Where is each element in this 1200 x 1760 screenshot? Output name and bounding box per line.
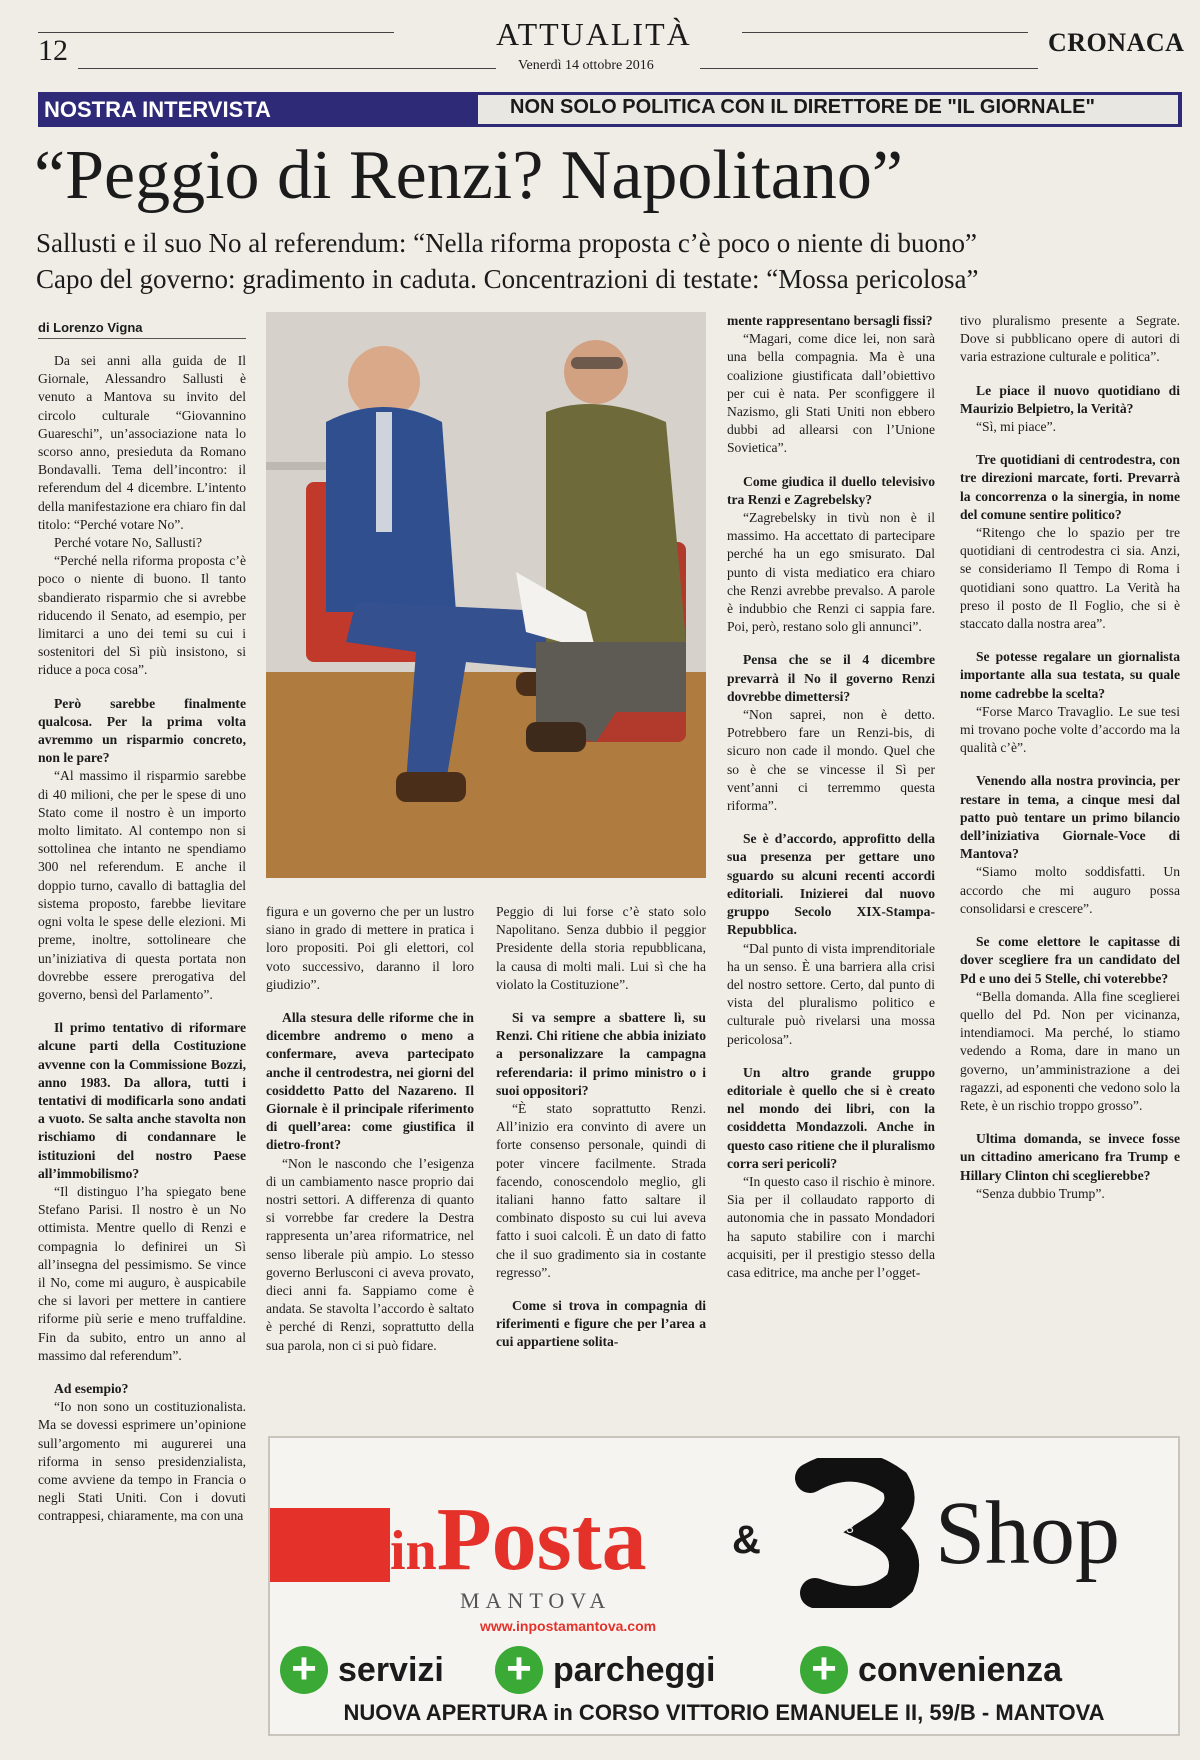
interview-question: Alla stesura delle riforme che in dicembre andremo o meno a confermare, aveva partecipato anche il centrodestra, nei giorni del cosiddetto Patto del Nazareno. Il Giornale è il principale riferimento di quell’area: come giustifica il dietro-front? (266, 1010, 474, 1153)
subheadline-2: Capo del governo: gradimento in caduta. Concentrazioni di testate: “Mossa pericolosa” (36, 264, 979, 294)
interview-photo (266, 312, 706, 878)
article-column-1 (38, 352, 246, 1526)
header-rule-right-bottom (700, 68, 1038, 69)
article-paragraph: “Zagrebelsky in tivù non è il massimo. Ha accettato di partecipare perché ha un ego smisurato. Dal punto di vista mediatico era chiaro che Renzi avrebbe prevalso. A parole è indubbio che Renzi ci sappia fare. Poi, però, restano solo gli annunci”. (727, 510, 935, 635)
interview-photo-illustration (266, 312, 706, 878)
article-paragraph: Da sei anni alla guida de Il Giornale, Alessandro Sallusti è venuto a Mantova su invito del circolo culturale “Giovannino Guareschi”, un’associazione nata lo scorso anno, presieduta da Romano Bondavalli. Tema dell’incontro: il referendum del 4 dicembre. L’intento della manifestazione era chiaro fin dal titolo: “Perché votare No”. (38, 353, 246, 532)
interview-question: Ad esempio? (54, 1380, 129, 1396)
article-paragraph: “Dal punto di vista imprenditoriale ha un senso. È una barriera alla crisi del nostro settore. Certo, dal punto di vista del pluralismo politico e culturale può rivelarsi una mossa pericolosa”. (727, 940, 935, 1047)
kicker-right: NON SOLO POLITICA CON IL DIRETTORE DE "IL GIORNALE" (510, 96, 1095, 118)
interview-question: Venendo alla nostra provincia, per restare in tema, a cinque mesi dal patto può tentare un primo bilancio dell’iniziativa Giornale-Voce di Mantova? (960, 773, 1180, 862)
ad-red-bar (270, 1508, 390, 1582)
article-column-3 (496, 903, 706, 1352)
interview-question: Le piace il nuovo quotidiano di Maurizio Belpietro, la Verità? (960, 382, 1180, 416)
interview-question: Pensa che se il 4 dicembre prevarrà il No il governo Renzi dovrebbe dimettersi? (727, 652, 935, 704)
article-paragraph: Peggio di lui forse c’è stato solo Napolitano. Senza dubbio il peggior Presidente della storia repubblicana, la causa di molti mali. Lui sì che ha violato la Costituzione”. (496, 904, 706, 992)
article-paragraph: “Al massimo il risparmio sarebbe di 40 milioni, che per le spese di uno Stato come il nostro è un importo molto limitato. Al contempo non si sottolinea che intanto ne spendiamo 300 nel referendum. E anche il doppio turno, cavallo di battaglia del sistema proposto, farebbe lievitare ogni volta le spese delle elezioni. Mi preme, inoltre, sottolineare che un’iniziativa di questa portata non dovrebbe essere prerogativa del governo, bensì del Parlamento”. (38, 768, 246, 1002)
interview-question: Se potesse regalare un giornalista importante alla sua testata, su quale nome cadrebbe la scelta? (960, 649, 1180, 701)
interview-question: Si va sempre a sbattere lì, su Renzi. Chi ritiene che abbia iniziato a personalizzare la campagna referendaria: il primo ministro o i suoi oppositori? (496, 1010, 706, 1098)
ad-url: www.inpostamantova.com (480, 1618, 657, 1634)
plus-icon: + (495, 1646, 543, 1694)
ad-brand-posta: Posta (436, 1490, 647, 1589)
headline: “Peggio di Renzi? Napolitano” (34, 137, 903, 214)
subheadline-1: Sallusti e il suo No al referendum: “Nella riforma proposta c’è poco o niente di buono” (36, 228, 977, 258)
article-paragraph: “Senza dubbio Trump”. (976, 1185, 1105, 1201)
interview-question: Come giudica il duello televisivo tra Renzi e Zagrebelsky? (727, 473, 935, 507)
interview-question: mente rappresentano bersagli fissi? (727, 313, 933, 328)
interview-question: Se come elettore le capitasse di dover scegliere fra un candidato del Pd e uno dei 5 Stelle, chi voterebbe? (960, 934, 1180, 986)
advertisement (268, 1436, 1180, 1736)
interview-question: Il primo tentativo di riformare alcune parti della Costituzione avvenne con la Commissione Bozzi, anno 1983. Da allora, tutti i tentativi di modificarla sono andati a vuoto. Se salta anche stavolta non rischiamo di condannare le istituzioni del nostro Paese all’immobilismo? (38, 1020, 246, 1181)
article-paragraph: tivo pluralismo presente a Segrate. Dove si pubblicano opere di autori di varia estrazione culturale e politica”. (960, 313, 1180, 365)
interview-question: Però sarebbe finalmente qualcosa. Per la prima volta avremmo un risparmio concreto, non le pare? (38, 695, 246, 766)
ad-feature-label: parcheggi (553, 1650, 716, 1689)
header-rule-left-bottom (78, 68, 496, 69)
article-paragraph: “Sì, mi piace”. (976, 419, 1057, 435)
article-paragraph: “Ritengo che lo spazio per tre quotidiani di centrodestra ci sia. Anzi, se consideriamo Il Tempo di Roma i quotidiani sono quattro. La Verità ha preso il posto de Il Foglio, che si è staccato dalla nostra area”. (960, 525, 1180, 632)
article-paragraph: “Io non sono un costituzionalista. Ma se dovessi esprimere un’opinione sull’argomento mi augurerei una riforma in senso presidenzialista, come avviene da tempo in Francia o negli Stati Uniti. Con i dovuti contrappesi, chiaramente, ma con una (38, 1399, 246, 1524)
ad-feature-servizi (280, 1646, 444, 1694)
page-number: 12 (38, 34, 68, 67)
section-right-label: CRONACA (1048, 28, 1185, 57)
kicker-left: NOSTRA INTERVISTA (44, 97, 271, 122)
article-paragraph: “Magari, come dice lei, non sarà una bella compagnia. Ma è una coalizione giustificata dall’obiettivo per cui è nata. Per sconfiggere il Nazismo, gli Stati Uniti non ebbero dubbi ad allearsi con l’Unione Sovietica”. (727, 331, 935, 456)
article-column-2 (266, 903, 474, 1355)
interview-question: Tre quotidiani di centrodestra, con tre direzioni marcate, forti. Prevarrà la concorrenza o la sinergia, in nome del comune sentire politico? (960, 452, 1180, 522)
ad-three-logo (790, 1458, 920, 1608)
interview-question: Se è d’accordo, approfitto della sua presenza per gettare uno sguardo su alcuni recenti accordi editoriali. Inizierei dal nuovo gruppo Secolo XIX-Stampa-Repubblica. (727, 831, 935, 938)
ad-brand-in: in (390, 1520, 437, 1582)
article-paragraph: “Siamo molto soddisfatti. Un accordo che mi auguro possa consolidarsi e crescere”. (960, 864, 1180, 916)
interview-question: Ultima domanda, se invece fosse un cittadino americano fra Trump e Hillary Clinton chi sceglierebbe? (960, 1131, 1180, 1183)
article-paragraph: “Non le nascondo che l’esigenza di un cambiamento nasce proprio dai nostri settori. A differenza di quanto si vorrebbe far credere la Destra rappresenta un’area riformatrice, nel senso liberale più ampio. Lo stesso governo Berlusconi ci aveva provato, dieci anni fa. Sappiamo come è andata. Se stavolta l’accordo è saltato è perché di Renzi, soprattutto della sua parola, non ci si può fidare. (266, 1155, 474, 1353)
article-paragraph: “È stato soprattutto Renzi. All’inizio era convinto di avere un forte consenso personale, quindi di poter vincere facilmente. Strada facendo, conoscendolo meglio, gli italiani hanno fatto saltare il combinato disposto su cui lui aveva fatto i suoi calcoli. È un dato di fatto che il suo gradimento sia in costante regresso”. (496, 1101, 706, 1280)
plus-icon: + (800, 1646, 848, 1694)
article-paragraph: “Bella domanda. Alla fine sceglierei quello del Pd. Non per vicinanza, intendiamoci. Ma perché, lo stiamo vedendo a Roma, dare in mano un governo, un’amministrazione a dei ragazzi, ad esponenti che vedono solo la Rete, è un rischio troppo grosso”. (960, 988, 1180, 1113)
ad-brand-city: MANTOVA (460, 1588, 612, 1613)
ad-feature-label: convenienza (858, 1650, 1063, 1689)
issue-date: Venerdì 14 ottobre 2016 (518, 58, 654, 73)
ad-shop: Shop (935, 1484, 1121, 1583)
article-paragraph: “Il distinguo l’ha spiegato bene Stefano Parisi. Il nostro è un No ottimista. Mentre quello di Renzi e compagnia lo definirei un Sì all’insegna del pessimismo. Se vince il No, come mi auguro, è auspicabile che si lavori per mettere in cantiere riforme più serie e meno truffaldine. Fin da subito, entro un anno al massimo dal referendum”. (38, 1183, 246, 1363)
article-paragraph: “Perché nella riforma proposta c’è poco o niente di buono. Il tanto sbandierato risparmio che si avrebbe riducendo il Senato, ad esempio, per limitarci a uno dei temi su cui i sostenitori del Sì più insistono, si riduce a poca cosa”. (38, 553, 246, 678)
article-paragraph: “Forse Marco Travaglio. Le sue tesi mi trovano poche volte d’accordo ma la qualità c’è”. (960, 703, 1180, 756)
section-title: ATTUALITÀ (496, 16, 692, 52)
ad-address: NUOVA APERTURA in CORSO VITTORIO EMANUELE II, 59/B - MANTOVA (343, 1700, 1105, 1725)
header-rule-right (742, 32, 1028, 33)
article-paragraph: “Non saprei, non è detto. Potrebbero fare un Renzi-bis, di sicuro non cade il mondo. Quel che so è che se vincesse il Sì per vent’anni ci terremmo questa riforma”. (727, 707, 935, 814)
header-rule-left (38, 32, 394, 33)
article-column-5 (960, 312, 1180, 1203)
plus-icon: + (280, 1646, 328, 1694)
three-logo-icon (790, 1458, 920, 1608)
ad-ampersand: & (732, 1518, 761, 1562)
interview-question: Come si trova in compagnia di riferimenti e figure che per l’area a cui appartiene solita- (496, 1298, 706, 1350)
article-paragraph: figura e un governo che per un lustro siano in grado di mettere in pratica i loro propositi. Poi gli elettori, col voto successivo, daranno il loro giudizio”. (266, 904, 474, 992)
ad-feature-label: servizi (338, 1650, 444, 1689)
byline-rule (38, 338, 246, 339)
article-paragraph: Perché votare No, Sallusti? (54, 535, 202, 551)
ad-feature-parcheggi (495, 1646, 715, 1694)
byline: di Lorenzo Vigna (38, 320, 143, 335)
interview-question: Un altro grande gruppo editoriale è quello che si è creato nel mondo dei libri, con la cosiddetta Mondazzoli. Anche in questo caso ritiene che il pluralismo corra seri pericoli? (727, 1064, 935, 1171)
article-column-4 (727, 312, 935, 1282)
ad-brand (390, 1488, 647, 1591)
ad-feature-convenienza (800, 1646, 1062, 1694)
ad-three-text: 3 (846, 1520, 854, 1536)
article-paragraph: “In questo caso il rischio è minore. Sia per il collaudato rapporto di autonomia che in passato Mondadori ha saputo stabilire con i marchi acquisiti, per il prestigio stesso della casa editrice, ma anche per l’ogget- (727, 1173, 935, 1280)
